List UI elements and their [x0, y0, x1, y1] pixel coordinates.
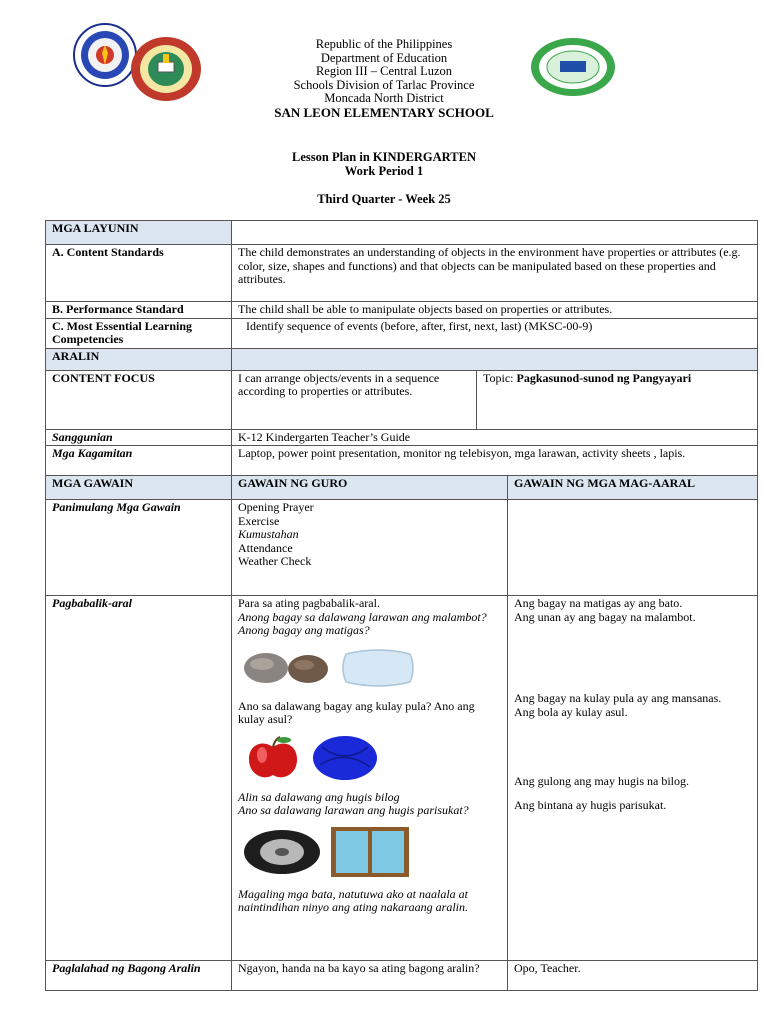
ball-icon [312, 735, 378, 781]
melc-text: Identify sequence of events (before, after, first, next, last) (MKSC-00-9) [232, 318, 758, 348]
aaral-answer: Ang bagay na matigas ay ang bato. [514, 596, 683, 610]
stones-pillow-pictures [242, 646, 501, 690]
topic-label: Topic: [483, 370, 514, 385]
pagbabalik-label: Pagbabalik-aral [46, 596, 232, 961]
header-line: Region III – Central Luzon [315, 64, 453, 79]
list-item: Weather Check [238, 554, 312, 568]
list-item: Opening Prayer [238, 500, 314, 514]
apple-icon [242, 735, 304, 781]
quarter-line: Third Quarter - Week 25 [317, 192, 451, 206]
content-standards-label: A. Content Standards [46, 245, 232, 302]
aaral-answer: Ang bintana ay hugis parisukat. [514, 797, 667, 812]
aralin-empty-cell [232, 348, 758, 370]
content-focus-text: I can arrange objects/events in a sequence according to properties or attributes. [232, 371, 477, 429]
content-focus-inner [232, 371, 757, 429]
lesson-title [0, 150, 768, 206]
pagbabalik-guro-cell [232, 596, 508, 961]
aaral-answer: Ang gulong ang may hugis na bilog. [514, 774, 689, 788]
paglalahad-label: Paglalahad ng Bagong Aralin [46, 961, 232, 991]
guro-praise: Magaling mga bata, natutuwa ako at naalala at naintindihan ninyo ang ating nakaraang aralin. [238, 886, 468, 914]
mag-aaral-header: GAWAIN NG MGA MAG-AARAL [508, 476, 758, 500]
list-item: Kumustahan [238, 527, 299, 541]
header-line: Department of Education [320, 50, 448, 65]
pillow-icon [340, 646, 416, 690]
melc-label: C. Most Essential Learning Competencies [46, 318, 232, 348]
tire-icon [242, 829, 322, 875]
aaral-answer: Ang unan ay ang bagay na malambot. [514, 609, 696, 624]
pagbabalik-aaral-cell [508, 596, 758, 961]
stones-icon [242, 650, 332, 686]
tire-window-pictures [242, 826, 501, 878]
header-line: Schools Division of Tarlac Province [293, 77, 475, 92]
guro-question-2: Ano sa dalawang bagay ang kulay pula? Ano ang kulay asul? [238, 698, 475, 726]
title-line-2: Work Period 1 [344, 164, 424, 178]
layunin-empty-cell [232, 221, 758, 245]
window-icon [330, 826, 410, 878]
panimulang-list [232, 500, 508, 596]
list-item: Attendance [238, 540, 293, 555]
aralin-header: ARALIN [46, 348, 232, 370]
header-line: Republic of the Philippines [315, 37, 453, 51]
header-line: Moncada North District [324, 91, 444, 106]
gawain-header: MGA GAWAIN [46, 476, 232, 500]
paglalahad-guro: Ngayon, handa na ba kayo sa ating bagong aralin? [232, 961, 508, 991]
sanggunian-label: Sanggunian [46, 429, 232, 446]
topic-text: Pagkasunod-sunod ng Pangyayari [516, 370, 692, 385]
school-name: SAN LEON ELEMENTARY SCHOOL [274, 104, 494, 120]
guro-intro: Para sa ating pagbabalik-aral. [238, 596, 380, 610]
performance-standard-label: B. Performance Standard [46, 302, 232, 319]
aaral-answer: Ang bola ay kulay asul. [514, 704, 628, 719]
panimulang-aaral-empty [508, 500, 758, 596]
performance-standard-text: The child shall be able to manipulate objects based on properties or attributes. [232, 302, 758, 319]
layunin-header: MGA LAYUNIN [46, 221, 232, 245]
content-focus-cell [232, 370, 758, 429]
sanggunian-text: K-12 Kindergarten Teacher’s Guide [232, 429, 758, 446]
guro-question-3b: Ano sa dalawang larawan ang hugis parisukat? [238, 803, 469, 817]
title-line-1: Lesson Plan in KINDERGARTEN [292, 150, 476, 164]
guro-question-1: Anong bagay sa dalawang larawan ang malambot? Anong bagay ang matigas? [238, 609, 487, 637]
kagamitan-text: Laptop, power point presentation, monitor ng telebisyon, mga larawan, activity sheets , lapis. [232, 446, 758, 476]
document-header [0, 38, 768, 120]
guro-question-3a: Alin sa dalawang ang hugis bilog [238, 789, 400, 804]
paglalahad-aaral: Opo, Teacher. [508, 961, 758, 991]
content-standards-text: The child demonstrates an understanding of objects in the environment have properties or attributes (e.g. color, size, shapes and functions) and that objects can be manipulated based on these properties and attributes. [232, 245, 758, 302]
guro-header: GAWAIN NG GURO [232, 476, 508, 500]
lesson-plan-table [45, 220, 758, 991]
list-item: Exercise [238, 513, 280, 528]
kagamitan-label: Mga Kagamitan [46, 446, 232, 476]
apple-ball-pictures [242, 735, 501, 781]
aaral-answer: Ang bagay na kulay pula ay ang mansanas. [514, 691, 722, 705]
content-focus-label: CONTENT FOCUS [46, 370, 232, 429]
topic-cell [477, 371, 758, 429]
panimulang-label: Panimulang Mga Gawain [46, 500, 232, 596]
